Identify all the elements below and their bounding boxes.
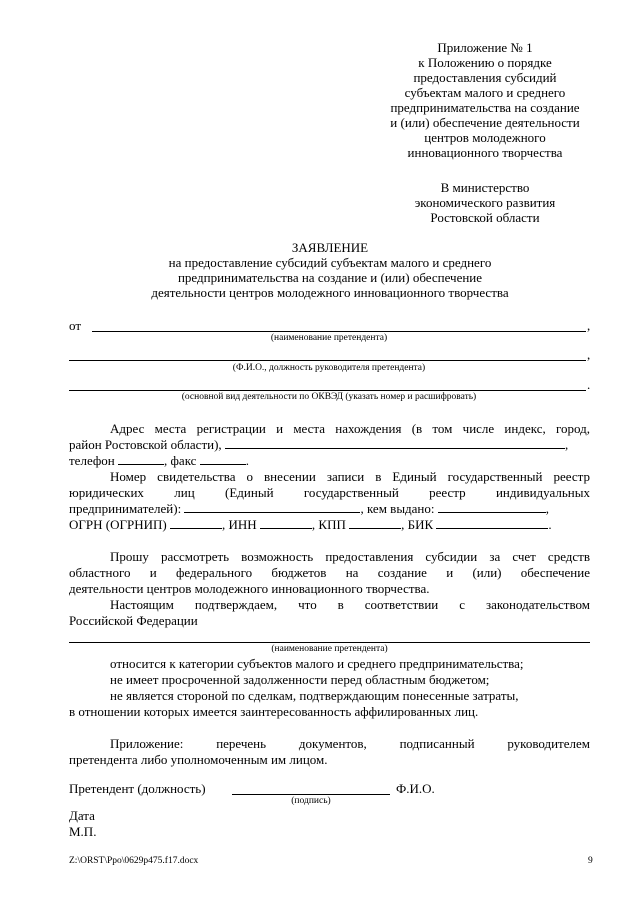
phone-row (69, 453, 589, 468)
issued-by-field[interactable] (438, 501, 546, 513)
kpp-label: , КПП (311, 517, 346, 532)
addressee-line: экономического развития (414, 195, 556, 210)
period: . (587, 377, 591, 392)
signature-label: Претендент (должность) (69, 781, 206, 796)
confirm-line: Российской Федерации (69, 613, 198, 628)
inn-field[interactable] (260, 517, 312, 529)
appendix-block (365, 40, 605, 160)
registry-label: предпринимателей): (69, 501, 182, 516)
director-fio-field[interactable] (69, 360, 586, 361)
address-field[interactable] (225, 437, 565, 449)
confirm-item: не является стороной по сделкам, подтверждающим понесенные затраты, (110, 688, 519, 703)
kpp-field[interactable] (349, 517, 401, 529)
signature-fio: Ф.И.О. (396, 781, 435, 796)
phone-label: телефон (69, 453, 115, 468)
document-subtitle-line: предпринимательства на создание и (или) обеспечение (177, 270, 483, 285)
address-line: Адрес места регистрации и места нахождения (в том числе индекс, город, (110, 421, 590, 436)
date-label: Дата (69, 808, 95, 823)
request-line: областного и федерального бюджетов на создание и (или) обеспечение (69, 565, 590, 580)
field-caption: (наименование претендента) (270, 333, 388, 343)
appendix-line: центров молодежного (424, 130, 546, 145)
comma: , (587, 318, 591, 333)
registry-line: Номер свидетельства о внесении записи в Единый государственный реестр (110, 469, 590, 484)
comma: , (587, 347, 591, 362)
confirm-item: не имеет просроченной задолженности перед областным бюджетом; (110, 672, 490, 687)
registry-line: юридических лиц (Единый государственный реестр индивидуальных (69, 485, 590, 500)
appendix-line: к Положению о порядке (418, 55, 552, 70)
issued-by-label: , кем выдано: (360, 501, 435, 516)
request-line: деятельности центров молодежного инновационного творчества. (69, 581, 430, 596)
fax-label: , факс (164, 453, 197, 468)
document-title: ЗАЯВЛЕНИЕ (291, 240, 369, 255)
comma: , (564, 437, 569, 452)
signature-caption: (подпись) (291, 796, 331, 806)
signature-field[interactable] (232, 794, 390, 795)
field-caption: (наименование претендента) (271, 644, 388, 654)
confirm-item: относится к категории субъектов малого и среднего предпринимательства; (110, 656, 524, 671)
appendix-line: предоставления субсидий (413, 70, 557, 85)
addressee-block (395, 180, 575, 225)
period: . (548, 517, 552, 532)
comma: , (545, 501, 550, 516)
appendix-line: и (или) обеспечение деятельности (390, 115, 580, 130)
ogrn-field[interactable] (170, 517, 222, 529)
field-caption: (основной вид деятельности по ОКВЭД (указать номер и расшифровать) (181, 392, 477, 402)
footer-file-path: Z:\ORST\Ppo\0629p475.f17.docx (69, 856, 199, 866)
addressee-line: В министерство (440, 180, 530, 195)
confirm-line: Настоящим подтверждаем, что в соответствии с законодательством (110, 597, 590, 612)
ogrn-label: ОГРН (ОГРНИП) (69, 517, 167, 532)
inn-label: , ИНН (221, 517, 257, 532)
address-row (69, 437, 589, 452)
document-subtitle-line: на предоставление субсидий субъектам малого и среднего (168, 255, 492, 270)
page-number: 9 (588, 856, 593, 866)
appendix-line: Приложение № 1 (437, 40, 533, 55)
field-caption: (Ф.И.О., должность руководителя претендента) (232, 363, 426, 373)
addressee-line: Ростовской области (430, 210, 540, 225)
bik-field[interactable] (436, 517, 548, 529)
request-line: Прошу рассмотреть возможность предоставления субсидии за счет средств (110, 549, 590, 564)
document-subtitle-line: деятельности центров молодежного инновационного творчества (151, 285, 509, 300)
appendix-line: субъектам малого и среднего (404, 85, 566, 100)
period: . (245, 453, 249, 468)
seal-label: М.П. (69, 824, 97, 839)
applicant-name-field[interactable] (92, 331, 586, 332)
attachment-line: претендента либо уполномоченным им лицом. (69, 752, 328, 767)
registry-codes-row (69, 517, 589, 532)
address-label: район Ростовской области), (69, 437, 222, 452)
bik-label: , БИК (401, 517, 434, 532)
appendix-line: предпринимательства на создание (390, 100, 580, 115)
from-label: от (69, 318, 82, 333)
document-heading (70, 240, 590, 300)
fax-field[interactable] (200, 453, 246, 465)
okved-field[interactable] (69, 390, 586, 391)
certificate-number-field[interactable] (184, 501, 360, 513)
registry-cert-row (69, 501, 589, 516)
phone-field[interactable] (118, 453, 164, 465)
appendix-line: инновационного творчества (407, 145, 563, 160)
confirm-tail: в отношении которых имеется заинтересованность аффилированных лиц. (69, 704, 479, 719)
attachment-line: Приложение: перечень документов, подписанный руководителем (110, 736, 590, 751)
confirm-applicant-field[interactable] (69, 642, 590, 643)
